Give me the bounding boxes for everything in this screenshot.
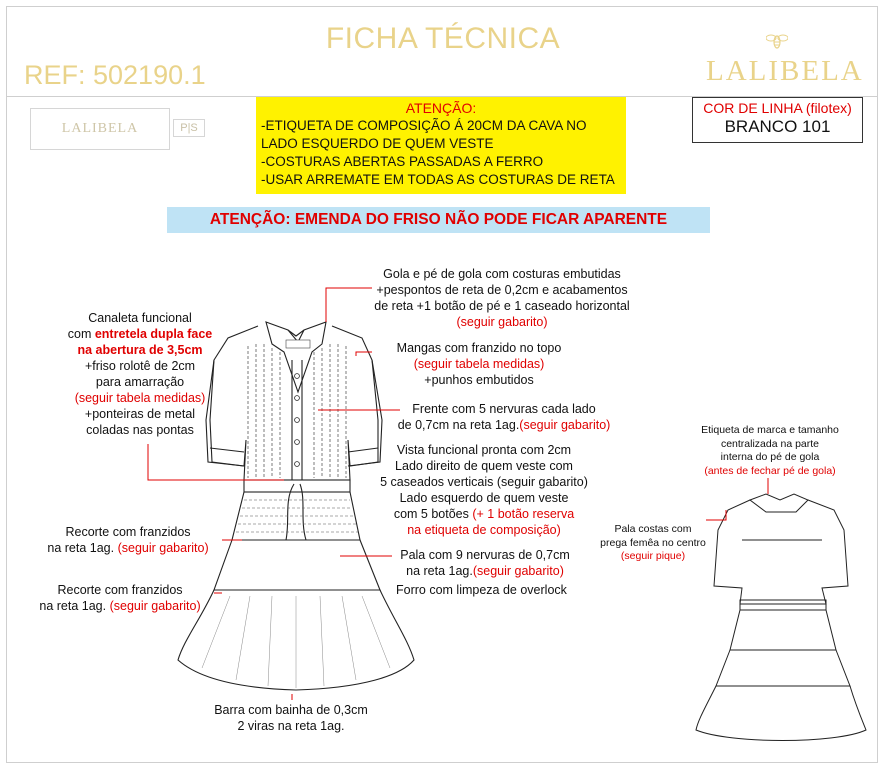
ann-line: para amarração — [95, 375, 185, 389]
ann-line: na etiqueta de composição) — [407, 523, 561, 537]
ann-line: na reta 1ag. (seguir gabarito) — [39, 599, 201, 613]
attention-line: -COSTURAS ABERTAS PASSADAS A FERRO — [261, 154, 544, 169]
thread-color-value: BRANCO 101 — [724, 117, 831, 136]
back-dress-drawing — [696, 494, 866, 741]
ann-line: Mangas com franzido no topo — [396, 341, 562, 355]
ann-line: Forro com limpeza de overlock — [396, 583, 567, 597]
ann-line: Lado esquerdo de quem veste — [399, 491, 569, 505]
annotation-frente — [394, 401, 614, 433]
ann-line: (antes de fechar pé de gola) — [704, 464, 836, 477]
annotation-forro — [396, 582, 586, 598]
ann-line: +pespontos de reta de 0,2cm e acabamentos — [376, 283, 628, 297]
ann-line: de 0,7cm na reta 1ag.(seguir gabarito) — [397, 418, 611, 432]
ann-line: Pala com 9 nervuras de 0,7cm — [400, 548, 570, 562]
annotation-recorte-1 — [30, 524, 226, 556]
page-title: FICHA TÉCNICA — [325, 22, 561, 55]
ann-line: interna do pé de gola — [720, 451, 820, 463]
annotation-recorte-2 — [22, 582, 218, 614]
annotation-canaleta — [40, 310, 240, 438]
ann-line: 5 caseados verticais (seguir gabarito) — [380, 475, 588, 489]
ann-line: centralizada na parte — [720, 437, 820, 450]
reference-code: REF: 502190.1 — [24, 60, 206, 90]
annotation-gola — [352, 266, 652, 330]
ann-line: de reta +1 botão de pé e 1 caseado horizontal — [374, 299, 630, 313]
annotation-etiqueta-marca — [690, 424, 850, 478]
ann-line: na reta 1ag.(seguir gabarito) — [406, 564, 564, 578]
ann-line: na reta 1ag. (seguir gabarito) — [47, 541, 209, 555]
seam-warning-banner: ATENÇÃO: EMENDA DO FRISO NÃO PODE FICAR APARENTE — [167, 207, 710, 233]
ann-line: Frente com 5 nervuras cada lado — [412, 402, 596, 416]
ann-line: +ponteiras de metal — [84, 407, 196, 421]
annotation-mangas — [374, 340, 584, 388]
ann-line: Gola e pé de gola com costuras embutidas — [383, 267, 621, 281]
ann-line: Lado direito de quem veste com — [395, 459, 573, 473]
ann-line: +friso rolotê de 2cm — [84, 359, 196, 373]
brand-label-sample: LALIBELA — [30, 108, 170, 150]
ann-line: na abertura de 3,5cm — [77, 343, 203, 357]
ann-line: Recorte com franzidos — [65, 525, 191, 539]
ann-line: Recorte com franzidos — [57, 583, 183, 597]
annotation-pala-costas — [590, 523, 716, 564]
ann-line: (seguir pique) — [620, 550, 686, 562]
size-label-sample: P|S — [173, 119, 205, 137]
annotation-vista — [372, 442, 596, 538]
ann-line: Vista funcional pronta com 2cm — [396, 443, 572, 457]
thread-color-label: COR DE LINHA (filotex) — [703, 100, 852, 116]
ann-line: (seguir tabela medidas) — [413, 357, 545, 371]
ann-line: Barra com bainha de 0,3cm — [214, 703, 368, 717]
ann-line: prega femêa no centro — [600, 536, 706, 549]
ann-line: Pala costas com — [614, 523, 692, 535]
attention-title: ATENÇÃO: — [405, 100, 477, 116]
ann-line: 2 viras na reta 1ag. — [237, 719, 345, 733]
brand-logo: LALIBELA — [706, 55, 864, 87]
attention-line: -USAR ARREMATE EM TODAS AS COSTURAS DE RETA — [261, 172, 615, 187]
attention-line: LADO ESQUERDO DE QUEM VESTE — [261, 136, 494, 151]
ann-line: +punhos embutidos — [424, 373, 534, 387]
ann-line: Etiqueta de marca e tamanho — [701, 424, 839, 436]
ann-line: com entretela dupla face — [67, 327, 213, 341]
ann-line: com 5 botões (+ 1 botão reserva — [393, 507, 575, 521]
ann-line: coladas nas pontas — [86, 423, 194, 437]
attention-line: -ETIQUETA DE COMPOSIÇÃO Á 20CM DA CAVA NO — [261, 118, 587, 133]
ann-line: Canaleta funcional — [88, 311, 192, 325]
ann-line: (seguir tabela medidas) — [74, 391, 206, 405]
ann-line: (seguir gabarito) — [456, 315, 548, 329]
annotation-barra — [196, 702, 386, 734]
annotation-pala — [390, 547, 580, 579]
